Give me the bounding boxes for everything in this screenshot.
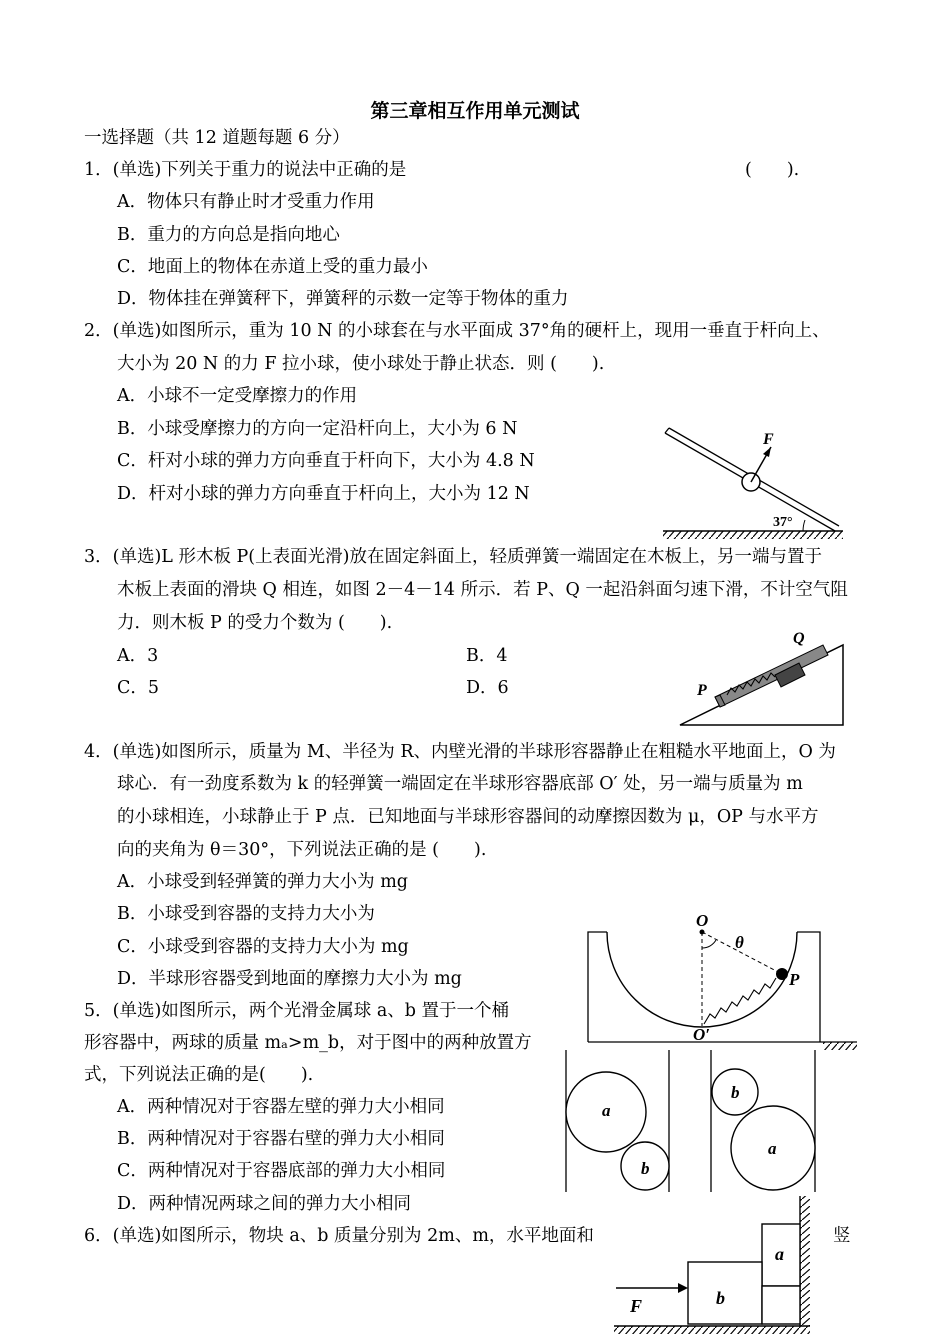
q5-stem-line3: 式，下列说法正确的是( ). <box>84 1065 314 1085</box>
q2-option-c: C．杆对小球的弹力方向垂直于杆向下，大小为 4.8 N <box>117 451 535 471</box>
q5-right-ball-b-label: b <box>731 1083 740 1102</box>
page-title: 第三章相互作用单元测试 <box>370 100 580 122</box>
q3-block-q-label: Q <box>793 630 805 647</box>
q4-point-p-label: P <box>789 970 800 989</box>
q4-center-o-label: O <box>696 911 709 930</box>
q6-stem-tail: 竖 <box>833 1226 851 1246</box>
q2-force-label: F <box>763 431 774 448</box>
q2-stem-line2: 大小为 20 N 的力 F 拉小球，使小球处于静止状态．则 ( ). <box>117 354 605 374</box>
q4-stem-line4: 向的夹角为 θ＝30°，下列说法正确的是 ( ). <box>117 840 487 860</box>
q2-option-b: B．小球受摩擦力的方向一定沿杆向上，大小为 6 N <box>117 419 518 439</box>
q1-option-d: D．物体挂在弹簧秤下，弹簧秤的示数一定等于物体的重力 <box>117 289 569 309</box>
q4-stem-line1: 4．(单选)如图所示，质量为 M、半径为 R、内壁光滑的半球形容器静止在粗糙水平地面上，O 为 <box>84 742 836 762</box>
q1-option-a: A．物体只有静止时才受重力作用 <box>117 192 375 212</box>
q5-stem-line2: 形容器中，两球的质量 mₐ>m_b，对于图中的两种放置方 <box>84 1033 532 1053</box>
q3-stem-line2: 木板上表面的滑块 Q 相连，如图 2－4－14 所示．若 P、Q 一起沿斜面匀速下滑，不计空气阻 <box>117 580 848 600</box>
q4-option-a: A．小球受到轻弹簧的弹力大小为 mg <box>117 872 408 892</box>
q5-left-ball-b-label: b <box>641 1159 650 1178</box>
q6-stem-line1: 6．(单选)如图所示，物块 a、b 质量分别为 2m、m，水平地面和 <box>84 1226 594 1246</box>
q2-stem-line1: 2．(单选)如图所示，重为 10 N 的小球套在与水平面成 37°角的硬杆上，现用一垂直于杆向上、 <box>84 321 830 341</box>
q5-option-a: A．两种情况对于容器左壁的弹力大小相同 <box>117 1097 445 1117</box>
q6-block-a-label: a <box>775 1244 784 1264</box>
q3-stem-line1: 3．(单选)L 形木板 P(上表面光滑)放在固定斜面上，轻质弹簧一端固定在木板上，另一端与置于 <box>84 547 822 567</box>
q2-option-d: D．杆对小球的弹力方向垂直于杆向上，大小为 12 N <box>117 484 530 504</box>
q1-stem: 1．(单选)下列关于重力的说法中正确的是 <box>84 160 407 180</box>
q4-option-c: C．小球受到容器的支持力大小为 mg <box>117 937 409 957</box>
q5-option-b: B．两种情况对于容器右壁的弹力大小相同 <box>117 1129 445 1149</box>
q2-option-a: A．小球不一定受摩擦力的作用 <box>117 386 358 406</box>
q6-block-b-label: b <box>716 1288 725 1308</box>
q3-option-d: D．6 <box>466 678 509 698</box>
q4-option-b: B．小球受到容器的支持力大小为 <box>117 904 375 924</box>
q2-incline-rod-figure <box>655 425 850 545</box>
q1-option-b: B．重力的方向总是指向地心 <box>117 225 340 245</box>
q4-bottom-o-prime-label: O′ <box>693 1025 711 1044</box>
q6-blocks-wall-figure <box>610 1192 825 1340</box>
q3-option-c: C．5 <box>117 678 160 698</box>
q3-option-b: B．4 <box>466 646 508 666</box>
q4-stem-line2: 球心．有一劲度系数为 k 的轻弹簧一端固定在半球形容器底部 O′ 处，另一端与质量为 m <box>117 774 803 794</box>
q4-hemisphere-container-figure <box>585 908 860 1058</box>
q4-theta-label: θ <box>735 933 744 952</box>
q2-angle-label: 37° <box>773 515 793 530</box>
section-heading: 一选择题（共 12 道题每题 6 分） <box>84 128 350 148</box>
q4-stem-line3: 的小球相连，小球静止于 P 点．已知地面与半球形容器间的动摩擦因数为 μ，OP 与水平方 <box>117 807 819 827</box>
q1-answer-paren: ( ). <box>745 160 800 180</box>
q5-right-ball-a-label: a <box>768 1139 777 1158</box>
q5-option-c: C．两种情况对于容器底部的弹力大小相同 <box>117 1161 446 1181</box>
q6-force-label: F <box>630 1296 643 1316</box>
q3-board-p-label: P <box>697 682 707 699</box>
q4-option-d: D．半球形容器受到地面的摩擦力大小为 mg <box>117 969 462 989</box>
q5-left-ball-a-label: a <box>602 1101 611 1120</box>
q3-option-a: A．3 <box>117 646 159 666</box>
q5-option-d: D．两种情况两球之间的弹力大小相同 <box>117 1194 412 1214</box>
q5-stem-line1: 5．(单选)如图所示，两个光滑金属球 a、b 置于一个桶 <box>84 1001 510 1021</box>
q1-option-c: C．地面上的物体在赤道上受的重力最小 <box>117 257 428 277</box>
q3-incline-board-figure <box>675 625 850 730</box>
q5-two-balls-figure <box>562 1046 822 1196</box>
q3-stem-line3: 力．则木板 P 的受力个数为 ( ). <box>117 613 393 633</box>
